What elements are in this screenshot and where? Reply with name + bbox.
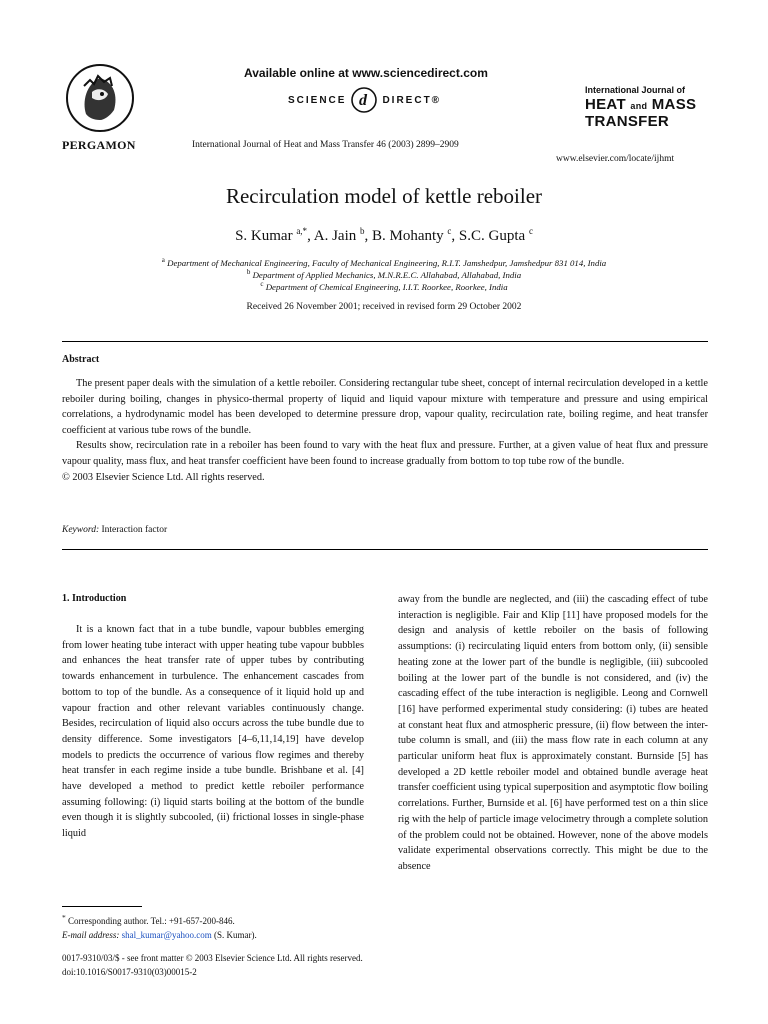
publisher-name: PERGAMON	[62, 138, 136, 152]
section-title: 1. Introduction	[62, 593, 127, 604]
received-dates: Received 26 November 2001; received in revised form 29 October 2002	[246, 302, 522, 312]
footnote	[62, 911, 364, 942]
journal-brand-transfer: TRANSFER	[585, 113, 670, 130]
author-name: S.C. Gupta	[458, 228, 526, 244]
journal-url[interactable]: www.elsevier.com/locate/ijhmt	[556, 154, 675, 164]
keyword-label: Keyword:	[62, 525, 100, 535]
footnote-email-label: E-mail address:	[62, 930, 120, 940]
affiliation-sup: c	[260, 280, 264, 288]
abstract-paragraph: Results show, recirculation rate in a reboiler has been found to vary with the heat flux and pressure. Further, at a given value of heat flux and pressure vapour quality, mass flux, and heat transfer coefficient have been found to increase gradually from bottom to top tube row of the bundle.	[62, 440, 708, 467]
issn-line: 0017-9310/03/$ - see front matter © 2003 Elsevier Science Ltd. All rights reserved.	[62, 953, 363, 963]
available-online-text[interactable]: Available online at www.sciencedirect.com	[244, 66, 488, 80]
author-name: B. Mohanty	[372, 228, 444, 244]
sciencedirect-right-text: DIRECT®	[382, 94, 442, 106]
sciencedirect-left-text: SCIENCE	[288, 94, 347, 106]
affiliation-sup: a	[161, 256, 165, 264]
author-name: S. Kumar	[235, 228, 293, 244]
footnote-marker: *	[62, 913, 66, 922]
elsevier-tree-logo-icon	[64, 62, 136, 134]
author-sup: c	[447, 226, 452, 236]
svg-text:d: d	[359, 92, 370, 109]
abstract-paragraph: The present paper deals with the simulation of a kettle reboiler. Considering rectangular tube sheet, concept of internal recirculation developed in a kettle reboiler during boiling, changes in physico-thermal property of liquid and liquid vapour mixture with temperature and pressure and using empirical correlations, a hydrodynamic model has been developed to determine pressure drop, vapour quality, recirculation rate, boiling regime, and heat transfer coefficient at various tube rows of the bundle.	[62, 378, 708, 436]
journal-brand-mass: MASS	[651, 96, 697, 113]
journal-brand	[585, 86, 696, 129]
body-paragraph: It is a known fact that in a tube bundle, vapour bubbles emerging from lower heating tube interact with upper heating tube vapour bubbles and enhances the heat transfer rate of upper tubes by contributing towards enhancement in turbulence. The enhancement cascades from bottom to top of the bundle. As a consequence of it liquid hold up and vapour fraction and other relevant variables continuously change. Besides, recirculation of liquid also occurs across the tube bundle due to density difference. Some investigators [4–6,11,14,19] have develop models to predicts the occurrence of various flow regimes and thereby heat transfer in each regime inside a tube bundle. Brishbane et al. [4] have developed a method to predict kettle reboiler performance assuming following: (i) liquid starts boiling at the bottom of the bundle even though it is slightly subcooled, (ii) frictional losses in single-phase liquid	[62, 624, 364, 840]
author-email-link[interactable]: shal_kumar@yahoo.com	[121, 930, 212, 940]
affiliation-text: Department of Chemical Engineering, I.I.T. Roorkee, Roorkee, India	[265, 281, 508, 292]
doi-line[interactable]: doi:10.1016/S0017-9310(03)00015-2	[62, 967, 197, 977]
author-sup: a,*	[296, 226, 308, 236]
journal-brand-heat: HEAT	[585, 96, 626, 113]
footnote-corresponding	[62, 911, 364, 928]
keywords	[62, 525, 167, 535]
affiliation	[0, 256, 768, 268]
article-title: Recirculation model of kettle reboiler	[225, 184, 543, 208]
right-column	[398, 592, 708, 875]
affiliation-sup: b	[246, 268, 251, 276]
abstract-heading: Abstract	[62, 354, 100, 365]
journal-brand-line1	[585, 97, 696, 112]
left-column	[62, 592, 364, 842]
author-list: S. Kumar $^{a,*}$, A. Jain $^b$, B. Mohanty $^c$, S.C. Gupta $^c$	[235, 226, 533, 244]
journal-brand-small: International Journal of	[585, 85, 686, 95]
affiliation	[0, 268, 768, 280]
author-sup: b	[360, 226, 365, 236]
abstract-copyright: © 2003 Elsevier Science Ltd. All rights reserved.	[62, 471, 265, 483]
journal-citation: International Journal of Heat and Mass Transfer 46 (2003) 2899–2909	[192, 140, 459, 150]
keyword-value: Interaction factor	[101, 525, 168, 535]
abstract-divider	[62, 549, 708, 550]
affiliation-text: Department of Mechanical Engineering, Faculty of Mechanical Engineering, R.I.T. Jamshedpur, Jamshedpur 831 014, India	[167, 257, 607, 268]
footnote-email-line	[62, 928, 364, 942]
journal-brand-and: and	[630, 101, 648, 111]
footnote-divider	[62, 906, 142, 907]
front-matter	[62, 951, 363, 979]
footnote-email-suffix: (S. Kumar).	[213, 930, 257, 940]
sciencedirect-at-icon	[350, 86, 378, 114]
sciencedirect-logo	[288, 86, 441, 114]
author-name: A. Jain	[313, 228, 357, 244]
author-sup: c	[528, 226, 533, 236]
body-paragraph: away from the bundle are neglected, and (iii) the cascading effect of tube interaction is negligible. Fair and Klip [11] have proposed models for the design and analysis of kettle reboiler on the basis of following assumptions: (i) recirculating liquid enters from bottom only, (ii) sensible heating zone at the lower part of the bundle is negligible, (iii) subcooled boiling at the lower part of the bundle is not considered, and (iv) the cascading effect of the tube interaction is negligible. Leong and Cornwell [16] have performed experimental study considering: (i) tubes are heated at constant heat flux and atmospheric pressure, (ii) flow between the inter-tube column is small, and (iii) the mass flow rate in each column at any particular uniform heat flux is approximately constant. Burnside [5] has developed a 2D kettle reboiler model and obtained bundle average heat transfer coefficient using typical superposition and asymptotic flow boiling correlations. Further, Burnside et al. [6] have performed test on a thin slice rig with the help of particle image velocimetry through a complete solution of the problem could not be obtained. However, none of the above models validate experimental observations correctly. This might be due to the absence	[398, 594, 708, 872]
footnote-corresponding-text: Corresponding author. Tel.: +91-657-200-846.	[68, 916, 235, 926]
affiliation-text: Department of Applied Mechanics, M.N.R.E.C. Allahabad, Allahabad, India	[252, 269, 522, 280]
abstract-body	[62, 376, 708, 485]
top-divider	[62, 341, 708, 342]
affiliation	[0, 280, 768, 292]
